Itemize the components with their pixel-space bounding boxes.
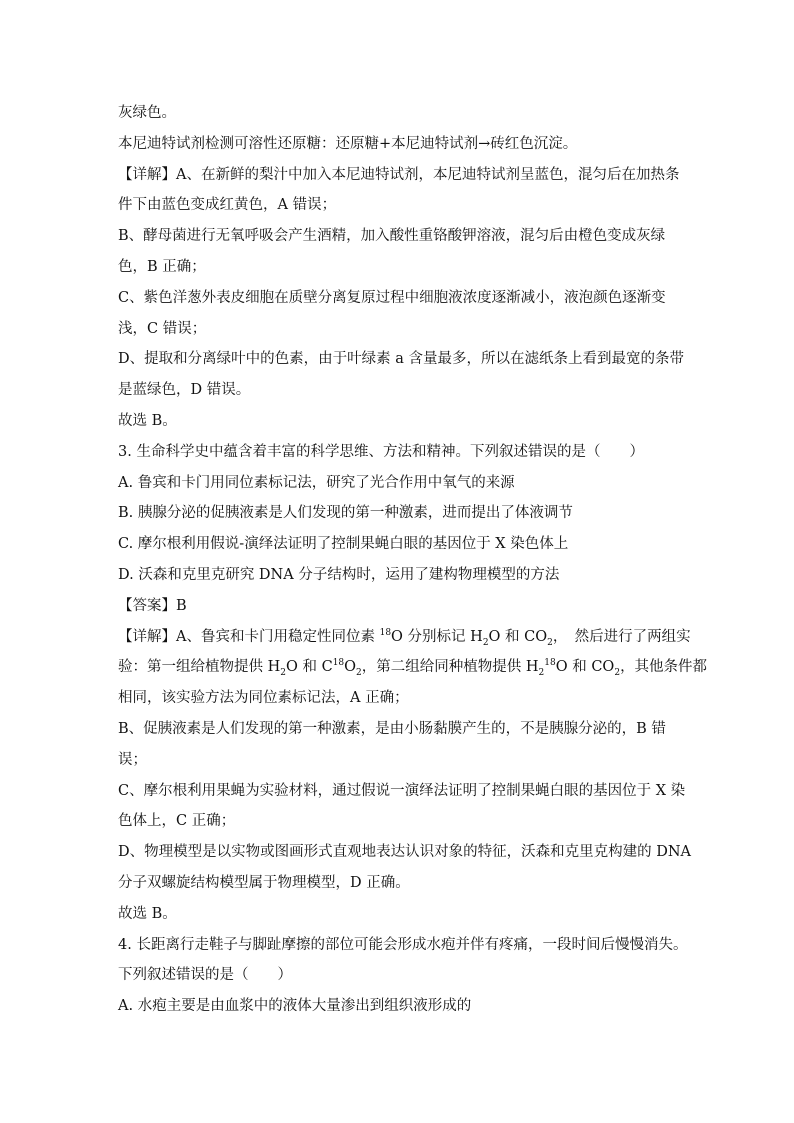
text-line: 分子双螺旋结构模型属于物理模型，D 正确。 (118, 874, 410, 891)
text-line: 误； (118, 751, 147, 768)
subscript: 2 (482, 637, 489, 648)
option-a: A. 水疱主要是由血浆中的液体大量渗出到组织液形成的 (118, 998, 472, 1015)
subscript: 2 (614, 668, 621, 679)
text-span: 【详解】A、鲁宾和卡门用稳定性同位素 (118, 628, 380, 645)
option-c: C. 摩尔根利用假说-演绎法证明了控制果蝇白眼的基因位于 X 染色体上 (118, 536, 569, 553)
text-line: 件下由蓝色变成红黄色，A 错误； (118, 197, 337, 214)
subscript: 2 (547, 637, 553, 648)
text-span: ， 然后进行了两组实 (552, 628, 691, 645)
superscript: 18 (332, 658, 345, 669)
text-line: 本尼迪特试剂检测可溶性还原糖：还原糖+本尼迪特试剂→砖红色沉淀。 (118, 135, 578, 152)
text-line: 是蓝绿色，D 错误。 (118, 382, 251, 399)
text-span: O 和 C (286, 659, 333, 676)
text-span: O 和 CO (555, 659, 615, 676)
text-line: 【详解】A、在新鲜的梨汁中加入本尼迪特试剂，本尼迪特试剂呈蓝色，混匀后在加热条 (118, 166, 680, 183)
text-line: 故选 B。 (118, 905, 177, 922)
text-line: 浅，C 错误； (118, 320, 207, 337)
text-span: ，第二组给同种植物提供 H (361, 659, 539, 676)
document-page (118, 98, 708, 1022)
question-stem: 3. 生命科学史中蕴含着丰富的科学思维、方法和精神。下列叙述错误的是（ ） (118, 443, 644, 460)
detail-line-with-formulas (118, 622, 691, 653)
text-line: 色体上，C 正确； (118, 813, 236, 830)
text-line: C、紫色洋葱外表皮细胞在质壁分离复原过程中细胞液浓度逐渐减小，液泡颜色逐渐变 (118, 289, 666, 306)
option-d: D. 沃森和克里克研究 DNA 分子结构时，运用了建构物理模型的方法 (118, 566, 560, 583)
text-line: 相同，该实验方法为同位素标记法，A 正确； (118, 690, 409, 707)
text-line: 灰绿色。 (118, 105, 176, 121)
option-b: B. 胰腺分泌的促胰液素是人们发现的第一种激素，进而提出了体液调节 (118, 505, 573, 522)
text-span: 验：第一组给植物提供 H (118, 659, 281, 676)
text-span: ，其他条件都 (620, 659, 708, 676)
subscript: 2 (356, 668, 362, 679)
option-a: A. 鲁宾和卡门用同位素标记法，研究了光合作用中氧气的来源 (118, 474, 515, 491)
text-span: O (344, 659, 357, 676)
text-line: B、促胰液素是人们发现的第一种激素，是由小肠黏膜产生的，不是胰腺分泌的，B 错 (118, 720, 666, 737)
detail-line-with-formulas (118, 652, 708, 683)
text-line: B、酵母菌进行无氧呼吸会产生酒精，加入酸性重铬酸钾溶液，混匀后由橙色变成灰绿 (118, 228, 666, 245)
question-stem: 4. 长距离行走鞋子与脚趾摩擦的部位可能会形成水疱并伴有疼痛，一段时间后慢慢消失。 (118, 936, 688, 953)
text-line: 色，B 正确； (118, 258, 206, 275)
superscript: 18 (379, 627, 392, 638)
subscript: 2 (538, 668, 545, 679)
text-span: O 分别标记 H (391, 628, 483, 645)
text-span: O 和 CO (488, 628, 548, 645)
text-line: D、提取和分离绿叶中的色素，由于叶绿素 a 含量最多，所以在滤纸条上看到最宽的条带 (118, 351, 684, 368)
subscript: 2 (280, 668, 286, 679)
text-line: D、物理模型是以实物或图画形式直观地表达认识对象的特征，沃森和克里克构建的 DNA (118, 844, 692, 861)
text-line: C、摩尔根利用果蝇为实验材料，通过假说一演绎法证明了控制果蝇白眼的基因位于 X 染 (118, 782, 686, 799)
superscript: 18 (544, 658, 556, 669)
question-stem-continued: 下列叙述错误的是（ ） (118, 967, 292, 984)
text-line: 故选 B。 (118, 412, 177, 429)
answer-line: 【答案】B (118, 597, 187, 614)
